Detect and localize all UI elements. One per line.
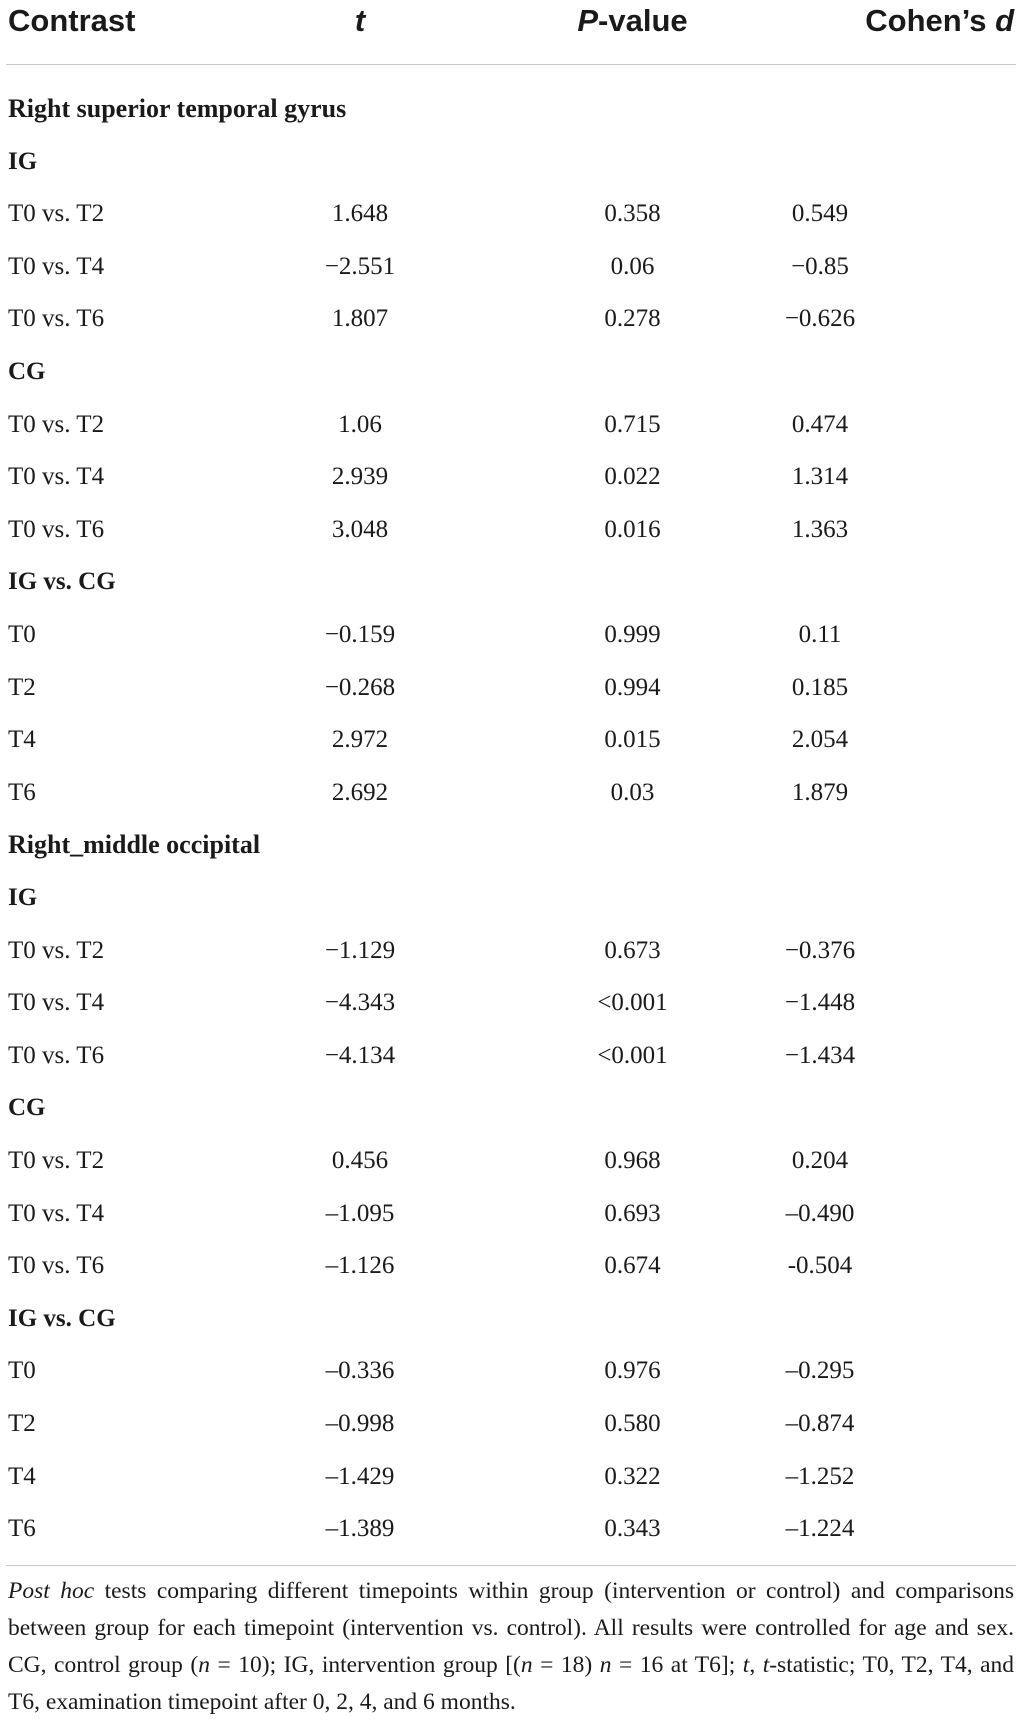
contrast-cell: T0 vs. T4: [8, 1199, 105, 1227]
table-footnote: Post hoc tests comparing different timepoints within group (intervention or control) and comparisons between group for each timepoint (intervention vs. control). All results were controlled for age and sex. CG, control group (n = 10); IG, intervention group [(n = 18) n = 16 at T6]; t, t-statistic; T0, T2, T4, and T6, examination timepoint after 0, 2, 4, and 6 months.: [8, 1578, 1015, 1715]
group-label: IG vs. CG: [8, 1304, 116, 1332]
cohens-d-cell: 0.549: [791, 200, 849, 228]
header-p-value: P-value: [577, 3, 688, 38]
table-row: [0, 1345, 1020, 1397]
p-value-cell: 0.022: [604, 463, 661, 491]
cohens-d-cell: 0.204: [791, 1147, 849, 1174]
table-row: [0, 241, 1020, 293]
contrast-cell: T0 vs. T2: [8, 1147, 105, 1174]
table-row: [0, 1135, 1020, 1187]
group-heading-row: [0, 556, 1020, 608]
p-value-cell: 0.358: [604, 200, 661, 228]
p-value-cell: 0.715: [604, 410, 661, 438]
header-contrast: Contrast: [8, 3, 136, 38]
header-t: t: [354, 3, 366, 38]
cohens-d-cell: −1.434: [784, 1041, 856, 1069]
cohens-d-cell: –0.874: [785, 1410, 855, 1437]
cohens-d-cell: –0.295: [785, 1357, 855, 1385]
group-heading-row: [0, 1082, 1020, 1134]
cohens-d-cell: –0.490: [785, 1199, 855, 1227]
cohens-d-cell: 0.11: [798, 621, 842, 648]
t-cell: –0.998: [325, 1410, 395, 1437]
table-row: [0, 977, 1020, 1029]
contrast-cell: T0: [8, 1357, 36, 1385]
contrast-cell: T0 vs. T2: [8, 410, 105, 438]
t-cell: –1.126: [325, 1252, 395, 1280]
contrast-cell: T0 vs. T6: [8, 305, 105, 333]
t-cell: −0.159: [324, 621, 396, 648]
contrast-cell: T0 vs. T6: [8, 1041, 105, 1069]
contrast-cell: T2: [8, 673, 36, 701]
table-row: [0, 767, 1020, 819]
table-row: [0, 925, 1020, 977]
group-label: IG vs. CG: [8, 568, 116, 596]
p-value-cell: 0.693: [604, 1199, 661, 1227]
contrast-cell: T0 vs. T4: [8, 463, 105, 491]
t-cell: 1.648: [331, 200, 389, 228]
t-cell: –1.389: [325, 1515, 395, 1543]
table-row: [0, 662, 1020, 714]
table-row: [0, 399, 1020, 451]
cohens-d-cell: −0.85: [791, 252, 849, 280]
contrast-cell: T0 vs. T4: [8, 252, 105, 280]
group-label: CG: [8, 358, 46, 385]
t-cell: −1.129: [324, 936, 396, 964]
p-value-cell: 0.674: [604, 1252, 661, 1280]
contrast-cell: T0 vs. T6: [8, 515, 105, 543]
section-label: Right superior temporal gyrus: [8, 94, 347, 123]
p-value-cell: 0.968: [604, 1147, 661, 1174]
p-value-cell: 0.016: [604, 515, 661, 543]
p-value-cell: 0.015: [604, 726, 661, 754]
header-rule: [6, 64, 1016, 65]
contrast-cell: T4: [8, 1462, 36, 1490]
contrast-cell: T0: [8, 621, 36, 648]
cohens-d-cell: 2.054: [791, 726, 849, 754]
contrast-cell: T0 vs. T6: [8, 1252, 105, 1280]
t-cell: −4.134: [324, 1041, 396, 1069]
t-cell: −2.551: [324, 252, 396, 280]
header-cohens-d: Cohen’s d: [865, 3, 1014, 38]
group-label: CG: [8, 1094, 46, 1122]
p-value-cell: 0.999: [604, 621, 661, 648]
contrast-cell: T0 vs. T4: [8, 989, 105, 1017]
contrast-cell: T6: [8, 778, 36, 806]
t-cell: 1.807: [331, 305, 389, 333]
footer-rule: [6, 1565, 1016, 1566]
t-cell: 2.692: [331, 778, 389, 806]
table-row: [0, 1451, 1020, 1503]
group-heading-row: [0, 346, 1020, 398]
contrast-cell: T2: [8, 1410, 36, 1437]
t-cell: 3.048: [331, 515, 389, 543]
section-label: Right_middle occipital: [8, 830, 261, 860]
cohens-d-cell: 0.185: [791, 673, 849, 701]
t-cell: 1.06: [338, 410, 382, 438]
cohens-d-cell: −0.376: [784, 936, 856, 964]
cohens-d-cell: –1.252: [785, 1462, 855, 1490]
p-value-cell: 0.03: [610, 778, 655, 806]
cohens-d-cell: 0.474: [791, 410, 849, 438]
cohens-d-cell: -0.504: [787, 1252, 853, 1280]
t-cell: 2.972: [331, 726, 389, 754]
cohens-d-cell: –1.224: [785, 1515, 855, 1543]
group-label: IG: [8, 147, 38, 175]
table-row: [0, 188, 1020, 240]
table-row: [0, 451, 1020, 503]
contrast-cell: T4: [8, 726, 36, 754]
cohens-d-cell: 1.879: [791, 778, 849, 806]
table-row: [0, 1240, 1020, 1292]
p-value-cell: 0.343: [604, 1515, 661, 1543]
t-cell: –0.336: [325, 1357, 395, 1385]
contrast-cell: T0 vs. T2: [8, 200, 105, 228]
table-row: [0, 1030, 1020, 1082]
p-value-cell: <0.001: [597, 989, 668, 1017]
table-row: [0, 293, 1020, 345]
table-row: [0, 504, 1020, 556]
cohens-d-cell: −1.448: [784, 989, 856, 1017]
contrast-cell: T0 vs. T2: [8, 936, 105, 964]
table-row: [0, 1503, 1020, 1555]
group-label: IG: [8, 884, 38, 911]
table-row: [0, 714, 1020, 766]
cohens-d-cell: 1.363: [791, 515, 849, 543]
t-cell: 2.939: [331, 463, 389, 491]
p-value-cell: 0.322: [604, 1462, 661, 1490]
p-value-cell: 0.580: [604, 1410, 661, 1437]
p-value-cell: 0.673: [604, 936, 661, 964]
t-cell: –1.095: [325, 1199, 395, 1227]
table-row: [0, 609, 1020, 661]
group-heading-row: [0, 1293, 1020, 1345]
contrast-cell: T6: [8, 1515, 36, 1543]
p-value-cell: 0.06: [610, 252, 655, 280]
cohens-d-cell: 1.314: [791, 463, 849, 491]
table-row: [0, 1398, 1020, 1450]
group-heading-row: [0, 136, 1020, 188]
section-heading-row: [0, 819, 1020, 871]
table-row: [0, 1188, 1020, 1240]
p-value-cell: 0.994: [604, 673, 661, 701]
t-cell: 0.456: [331, 1147, 389, 1174]
t-cell: −0.268: [324, 673, 396, 701]
cohens-d-cell: −0.626: [784, 305, 856, 333]
p-value-cell: <0.001: [597, 1041, 668, 1069]
p-value-cell: 0.976: [604, 1357, 661, 1385]
t-cell: –1.429: [325, 1462, 395, 1490]
p-value-cell: 0.278: [604, 305, 661, 333]
t-cell: −4.343: [324, 989, 396, 1017]
group-heading-row: [0, 872, 1020, 924]
section-heading-row: [0, 83, 1020, 135]
